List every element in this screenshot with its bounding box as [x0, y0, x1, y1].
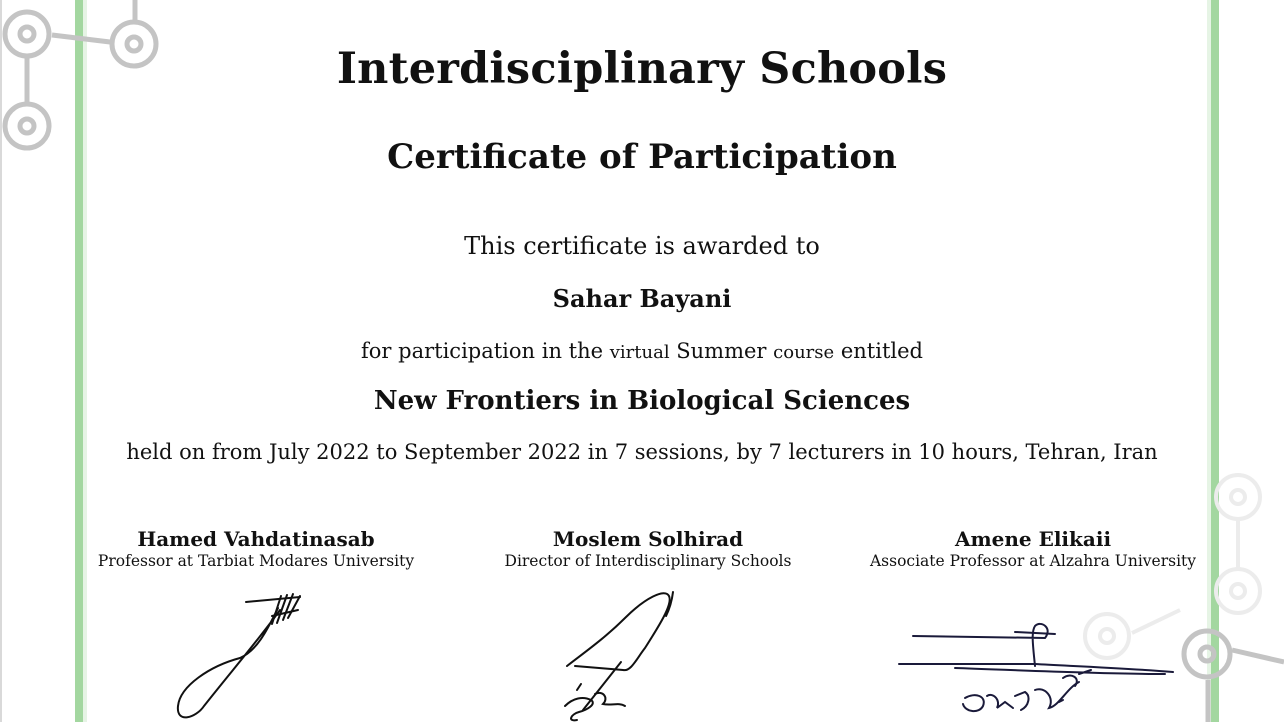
signature-3-image — [895, 612, 1180, 722]
signatory-role: Associate Professor at Alzahra University — [869, 552, 1197, 570]
signature-2-image — [555, 586, 685, 722]
signature-1-image — [160, 588, 330, 722]
signatory-name: Moslem Solhirad — [552, 527, 744, 551]
signatory-role: Professor at Tarbiat Modares University — [97, 552, 415, 570]
signatory-2 — [495, 527, 801, 571]
participation-summer: Summer — [669, 339, 774, 363]
signatory-name: Amene Elikaii — [954, 527, 1112, 551]
signatory-name: Hamed Vahdatinasab — [137, 527, 375, 551]
participation-prefix: for participation in the — [361, 339, 610, 363]
signatory-1 — [96, 527, 416, 571]
participation-course: course — [773, 342, 835, 363]
course-title: New Frontiers in Biological Sciences — [373, 386, 911, 416]
participation-virtual: virtual — [609, 342, 670, 363]
signatory-role: Director of Interdisciplinary Schools — [504, 552, 792, 570]
certificate-type-title: Certificate of Participation — [387, 137, 897, 177]
awarded-to-text: This certificate is awarded to — [464, 232, 820, 260]
signatory-3 — [868, 527, 1198, 571]
certificate-issuer-title: Interdisciplinary Schools — [336, 44, 948, 94]
participation-line — [0, 339, 1284, 363]
participation-suffix: entitled — [834, 339, 923, 363]
held-details: held on from July 2022 to September 2022 in 7 sessions, by 7 lecturers in 10 hours, Tehran, Iran — [126, 440, 1158, 464]
recipient-name: Sahar Bayani — [552, 284, 732, 313]
